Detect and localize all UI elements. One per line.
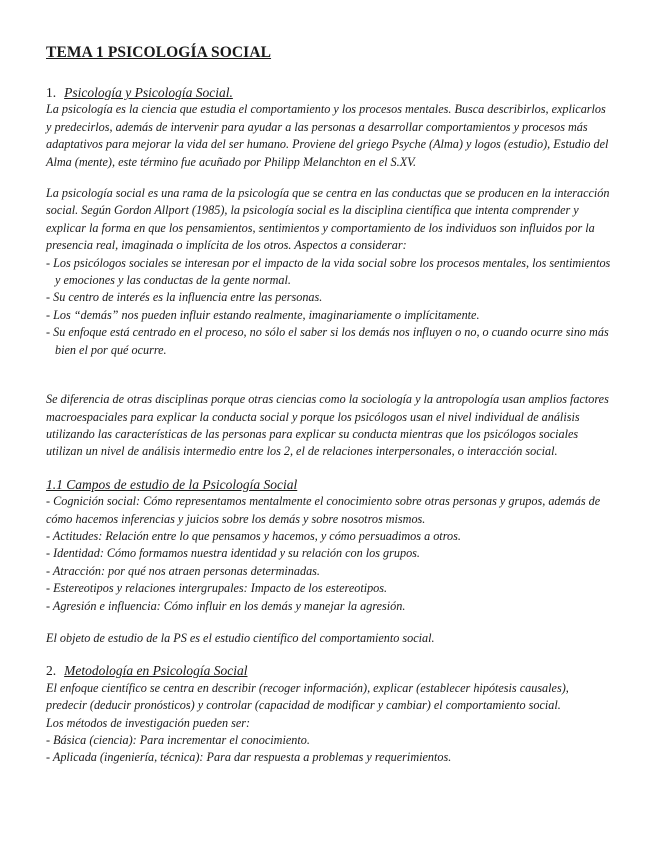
subsection-1-1-heading: 1.1 Campos de estudio de la Psicología Social: [46, 476, 298, 492]
list-item: - Aplicada (ingeniería, técnica): Para dar respuesta a problemas y requerimientos.: [46, 750, 452, 765]
list-item: - Atracción: por qué nos atraen personas determinadas.: [46, 563, 320, 578]
section-1-heading: [46, 84, 611, 101]
list-item: - Los “demás” nos pueden influir estando realmente, imaginariamente o implícitamente.: [46, 307, 480, 322]
list-item: - Agresión e influencia: Cómo influir en los demás y manejar la agresión.: [46, 598, 406, 613]
list-item: - Los psicólogos sociales se interesan por el impacto de la vida social sobre los procesos mentales, los sentimientos y emociones y las conductas de la gente normal.: [46, 255, 611, 288]
section-1-title: Psicología y Psicología Social.: [64, 85, 233, 100]
section-2-heading: [46, 662, 611, 679]
list-item: - Cognición social: Cómo representamos mentalmente el conocimiento sobre otras personas y grupos, además de cómo hacemos inferencias y juicios sobre los demás y sobre nosotros mismos.: [46, 494, 601, 526]
document-title: TEMA 1 PSICOLOGÍA SOCIAL: [46, 44, 272, 61]
list-item: - Su enfoque está centrado en el proceso, no sólo el saber si los demás nos influyen o no, o cuando ocurre sino más bien el por qué ocurre.: [46, 325, 609, 357]
aspects-list: [46, 255, 611, 359]
section-1-paragraph-1: La psicología es la ciencia que estudia el comportamiento y los procesos mentales. Busca describirlos, explicarlos y predecirlos, además de intervenir para ayudar a las personas a desarrollar comportamientos y procesos más adaptativos para mejorar la vida del ser humano. Proviene del griego Psyche (Alma) y logos (estudio), Estudio del Alma (mente), este término fue acuñado por Philipp Melanchton en el S.XV.: [46, 102, 609, 169]
list-item: - Estereotipos y relaciones intergrupales: Impacto de los estereotipos.: [46, 581, 388, 596]
list-item: - Identidad: Cómo formamos nuestra identidad y su relación con los grupos.: [46, 546, 420, 561]
section-1-paragraph-3: Se diferencia de otras disciplinas porque otras ciencias como la sociología y la antropología usan amplios factores macroespaciales para explicar la conducta social y porque los psicólogos usan el nivel individual de análisis utilizando las características de las personas para explicar su conducta mientras que los psicólogos sociales utilizan un nivel de análisis intermedio entre los 2, el de relaciones interpersonales, o interacción social.: [46, 392, 609, 459]
study-object-paragraph: El objeto de estudio de la PS es el estudio científico del comportamiento social.: [46, 630, 435, 645]
study-fields-list: [46, 493, 611, 615]
methods-list: [46, 732, 611, 767]
list-item: - Básica (ciencia): Para incrementar el conocimiento.: [46, 733, 310, 747]
list-item: - Actitudes: Relación entre lo que pensamos y hacemos, y cómo persuadimos a otros.: [46, 528, 461, 543]
section-2-title: Metodología en Psicología Social: [64, 663, 248, 679]
section-1-paragraph-2: La psicología social es una rama de la psicología que se centra en las conductas que se producen en la interacción social. Según Gordon Allport (1985), la psicología social es la disciplina científica que intenta comprender y explicar la forma en que los pensamientos, sentimientos y comportamiento de los individuos son influidos por la presencia real, imaginada o implícita de los otros. Aspectos a considerar:: [46, 186, 610, 253]
list-item: - Su centro de interés es la influencia entre las personas.: [46, 290, 323, 305]
section-1-number: 1.: [46, 85, 57, 100]
section-2-paragraph-1: El enfoque científico se centra en describir (recoger información), explicar (establecer hipótesis causales), predecir (deducir pronósticos) y controlar (capacidad de modificar y cambiar) el comportamiento social.: [46, 680, 569, 713]
section-2-paragraph-2: Los métodos de investigación pueden ser:: [46, 715, 251, 730]
section-2-number: 2.: [46, 663, 57, 679]
